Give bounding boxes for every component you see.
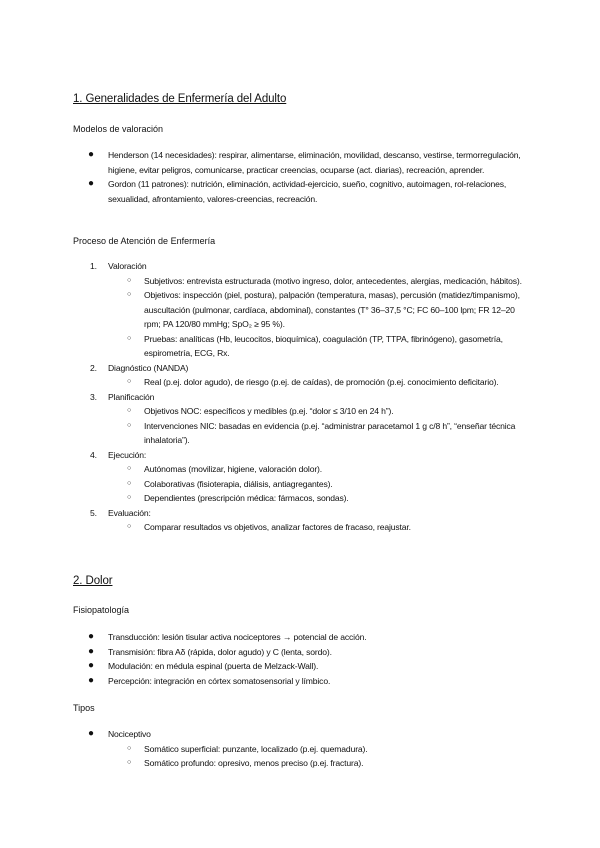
pae-step bbox=[0, 259, 528, 274]
list-item: ○ Real (p.ej. dolor agudo), de riesgo (p.ej. de caídas), de promoción (p.ej. conocimiento deficitario). bbox=[0, 375, 529, 390]
circle-bullet-icon: ○ bbox=[127, 334, 132, 342]
circle-bullet-icon: ○ bbox=[127, 479, 132, 487]
section-title-1: 1. Generalidades de Enfermería del Adulto bbox=[73, 93, 287, 105]
list-item: ● Percepción: integración en córtex somatosensorial y límbico. bbox=[88, 674, 331, 686]
heading-modelos: Modelos de valoración bbox=[73, 124, 164, 134]
circle-bullet-icon: ○ bbox=[127, 465, 132, 472]
pae-step bbox=[0, 390, 528, 405]
heading-tipos: Tipos bbox=[73, 703, 95, 713]
pae-list bbox=[0, 259, 600, 535]
list-item: ○ Objetivos NOC: específicos y medibles (p.ej. “dolor ≤ 3/10 en 24 h”). bbox=[0, 404, 529, 419]
list-item: ○ Intervenciones NIC: basadas en evidencia (p.ej. “administrar paracetamol 1 g c/8 h”, “enseñar técnica inhalatoria”). bbox=[127, 420, 516, 445]
list-item: ● Henderson (14 necesidades): respirar, alimentarse, eliminación, movilidad, descanso, vestirse, termorregulación, higiene, evitar peligros, comunicarse, practicar creencias, ocuparse (act. diarias), recreación, aprender. bbox=[88, 149, 521, 175]
list-item: ○ Dependientes (prescripción médica: fármacos, sondas). bbox=[0, 491, 529, 506]
list-item: ○ Subjetivos: entrevista estructurada (motivo ingreso, dolor, antecedentes, alergias, medicación, hábitos). bbox=[0, 274, 529, 289]
list-item: ○ Autónomas (movilizar, higiene, valoración dolor). bbox=[0, 462, 529, 477]
bullet-icon: ● bbox=[88, 645, 94, 657]
list-item: ● Transmisión: fibra Aδ (rápida, dolor agudo) y C (lenta, sordo). bbox=[88, 645, 332, 657]
bullet-icon: ● bbox=[88, 178, 94, 189]
list-item: ● Transducción: lesión tisular activa nociceptores → potencial de acción. bbox=[88, 631, 367, 642]
circle-bullet-icon: ○ bbox=[127, 407, 132, 414]
step-number: 5. bbox=[90, 507, 97, 518]
step-number: 1. bbox=[90, 261, 97, 271]
bullet-icon: ● bbox=[88, 674, 94, 686]
models-list bbox=[0, 148, 600, 206]
list-item: ○ Colaborativas (fisioterapia, diálisis, antiagregantes). bbox=[0, 477, 529, 492]
step-label: Valoración bbox=[108, 261, 147, 271]
list-item: ● Gordon (11 patrones): nutrición, eliminación, actividad-ejercicio, sueño, cognitivo, autoimagen, rol-relaciones, sexualidad, afrontamiento, valores-creencias, recreación. bbox=[88, 178, 507, 204]
tipos-list bbox=[0, 727, 600, 771]
list-item: ○ Somático profundo: opresivo, menos preciso (p.ej. fractura). bbox=[0, 756, 529, 771]
bullet-icon: ● bbox=[88, 149, 94, 160]
fisio-list bbox=[0, 630, 600, 688]
step-number: 3. bbox=[90, 391, 97, 402]
heading-fisiopatologia: Fisiopatología bbox=[73, 605, 130, 615]
step-label: Diagnóstico (NANDA) bbox=[108, 362, 189, 373]
circle-bullet-icon: ○ bbox=[127, 291, 132, 298]
bullet-icon: ● bbox=[88, 631, 94, 642]
circle-bullet-icon: ○ bbox=[127, 523, 132, 530]
list-item: ○ Somático superficial: punzante, localizado (p.ej. quemadura). bbox=[0, 742, 529, 757]
step-label: Evaluación: bbox=[108, 507, 151, 518]
list-item: ● Nociceptivo bbox=[88, 728, 151, 739]
section-title-2: 2. Dolor bbox=[73, 575, 113, 587]
circle-bullet-icon: ○ bbox=[127, 494, 132, 501]
pae-step bbox=[0, 506, 528, 521]
heading-pae: Proceso de Atención de Enfermería bbox=[73, 236, 216, 246]
list-item: ○ Comparar resultados vs objetivos, analizar factores de fracaso, reajustar. bbox=[0, 520, 529, 535]
bullet-icon: ● bbox=[88, 728, 94, 739]
pae-step bbox=[0, 361, 528, 376]
step-number: 2. bbox=[90, 362, 97, 373]
list-item: ○ Objetivos: inspección (piel, postura), palpación (temperatura, masas), percusión (matidez/timpanismo), auscultación (pulmonar, cardíaca, abdominal), constantes (T° 36–37,5 °C; FC 60–100 lpm; FR 12–20 rpm; PA 120/80 mmHg; SpO₂ ≥ 95 %). bbox=[127, 290, 520, 329]
circle-bullet-icon: ○ bbox=[127, 744, 132, 752]
bullet-icon: ● bbox=[88, 660, 94, 671]
circle-bullet-icon: ○ bbox=[127, 421, 132, 429]
circle-bullet-icon: ○ bbox=[127, 759, 132, 766]
list-item: ● Modulación: en médula espinal (puerta de Melzack-Wall). bbox=[88, 660, 319, 671]
circle-bullet-icon: ○ bbox=[127, 378, 132, 385]
pae-step bbox=[0, 448, 528, 463]
circle-bullet-icon: ○ bbox=[127, 276, 132, 284]
list-item: ○ Pruebas: analíticas (Hb, leucocitos, bioquímica), coagulación (TP, TTPA, fibrinógeno), gasometría, espirometría, ECG, Rx. bbox=[127, 333, 503, 358]
step-label: Planificación bbox=[108, 391, 155, 402]
step-label: Ejecución: bbox=[108, 449, 147, 460]
step-number: 4. bbox=[90, 449, 97, 460]
